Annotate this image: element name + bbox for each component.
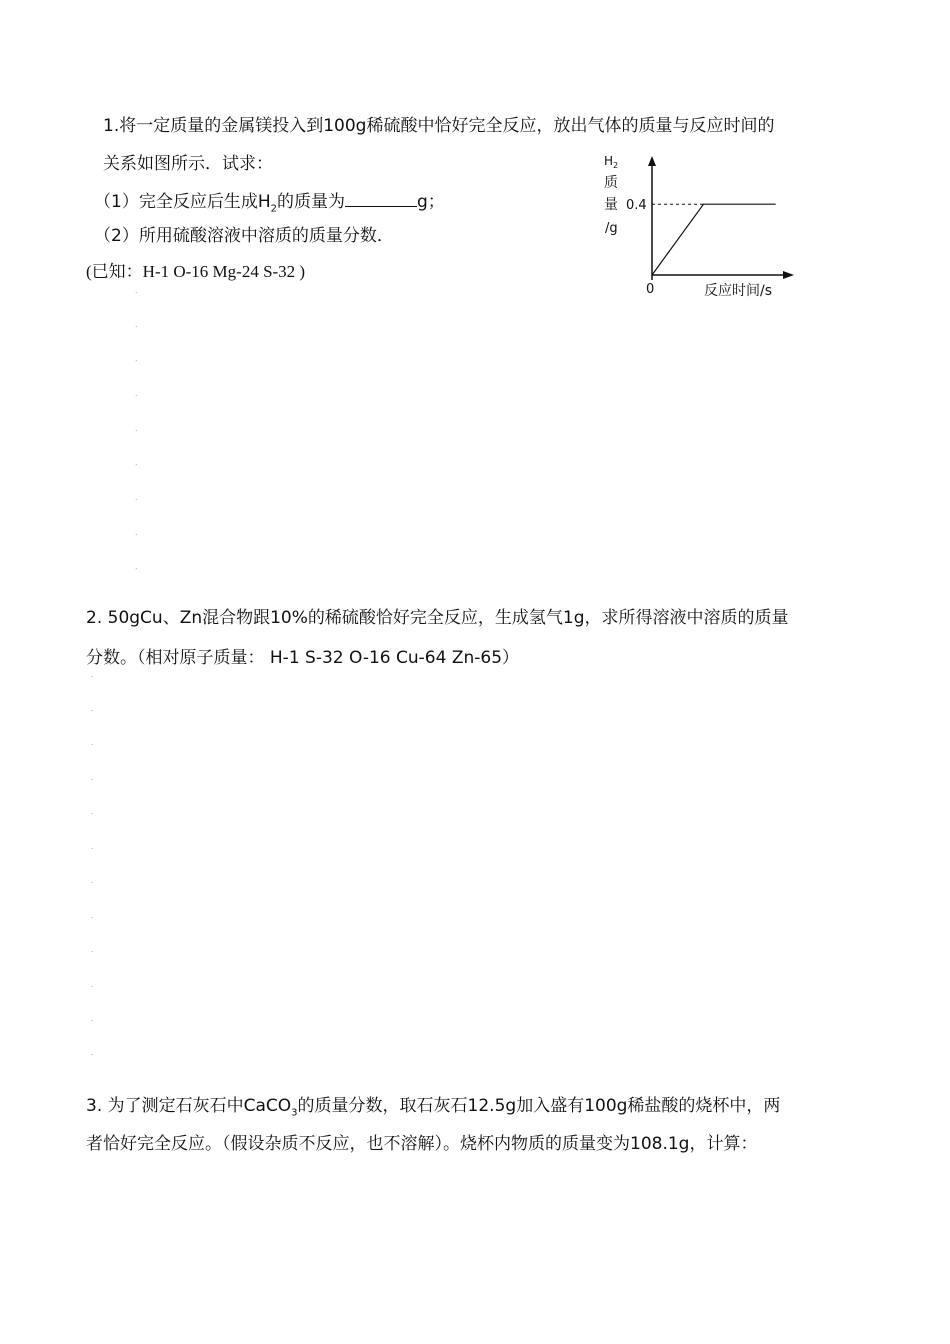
series-line	[652, 204, 776, 275]
y-axis-arrow	[648, 156, 656, 166]
q1-line2: 关系如图所示．试求：	[103, 154, 273, 174]
q1-part1	[94, 188, 445, 221]
paragraph-mark: ˙	[134, 464, 139, 474]
q3-line1-suffix: 的质量分数，取石灰石12.5g加入盛有100g稀盐酸的烧杯中，两	[297, 1096, 781, 1116]
q1-part1-mid: 的质量为	[276, 192, 345, 212]
paragraph-mark: ˙	[90, 779, 95, 789]
q2-line1: 2. 50gCu、Zn混合物跟10%的稀硫酸恰好完全反应，生成氢气1g，求所得溶液中溶质的质量	[86, 608, 789, 628]
paragraph-mark: ˙	[90, 917, 95, 927]
q2-line2: 分数。（相对原子质量： H-1 S-32 O-16 Cu-64 Zn-65）	[86, 648, 520, 668]
paragraph-mark: ˙	[90, 676, 95, 686]
paragraph-mark: ˙	[90, 813, 95, 823]
y-label-formula: $H_2$	[604, 154, 619, 170]
paragraph-mark: ˙	[90, 710, 95, 720]
y-tick-label: 0.4	[626, 198, 647, 214]
paragraph-mark: ˙	[134, 534, 139, 544]
x-axis-label: 反应时间/s	[704, 283, 773, 299]
q3-line2: 者恰好完全反应。（假设杂质不反应，也不溶解）。烧杯内物质的质量变为108.1g，计算：	[86, 1134, 758, 1154]
y-label-unit: /g	[605, 221, 618, 236]
paragraph-mark: ˙	[90, 1054, 95, 1064]
q1-part2: （2）所用硫酸溶液中溶质的质量分数．	[94, 226, 394, 246]
paragraph-mark: ˙	[90, 1020, 95, 1030]
paragraph-mark: ˙	[90, 882, 95, 892]
h2-mass-chart	[596, 150, 806, 300]
answer-blank	[345, 188, 417, 207]
q1-part1-suffix: g；	[416, 192, 445, 212]
paragraph-mark: ˙	[134, 430, 139, 440]
paragraph-mark: ˙	[134, 568, 139, 578]
paragraph-mark: ˙	[134, 499, 139, 509]
q3-line1	[86, 1094, 780, 1125]
paragraph-mark: ˙	[134, 326, 139, 336]
paragraph-mark: ˙	[134, 395, 139, 405]
paragraph-mark: ˙	[90, 744, 95, 754]
paragraph-mark: ˙	[90, 951, 95, 961]
paragraph-mark: ˙	[90, 848, 95, 858]
paragraph-mark: ˙	[90, 986, 95, 996]
x-axis-arrow	[783, 271, 794, 279]
q1-part1-prefix: （1）完全反应后生成H	[94, 192, 271, 212]
q3-line1-prefix: 3. 为了测定石灰石中CaCO	[86, 1096, 292, 1116]
paragraph-mark: ˙	[134, 360, 139, 370]
q1-part1-sub: 2	[270, 203, 277, 215]
paragraph-mark: ˙	[134, 292, 139, 302]
q3-line1-sub: 3	[291, 1107, 298, 1119]
y-label-char-1: 质	[604, 175, 618, 191]
q1-known: (已知：H-1 O-16 Mg-24 S-32 )	[86, 262, 306, 281]
origin-label: 0	[646, 282, 655, 297]
y-label-char-2: 量	[604, 197, 618, 213]
q1-line1: 1.将一定质量的金属镁投入到100g稀硫酸中恰好完全反应，放出气体的质量与反应时间的	[103, 116, 775, 136]
